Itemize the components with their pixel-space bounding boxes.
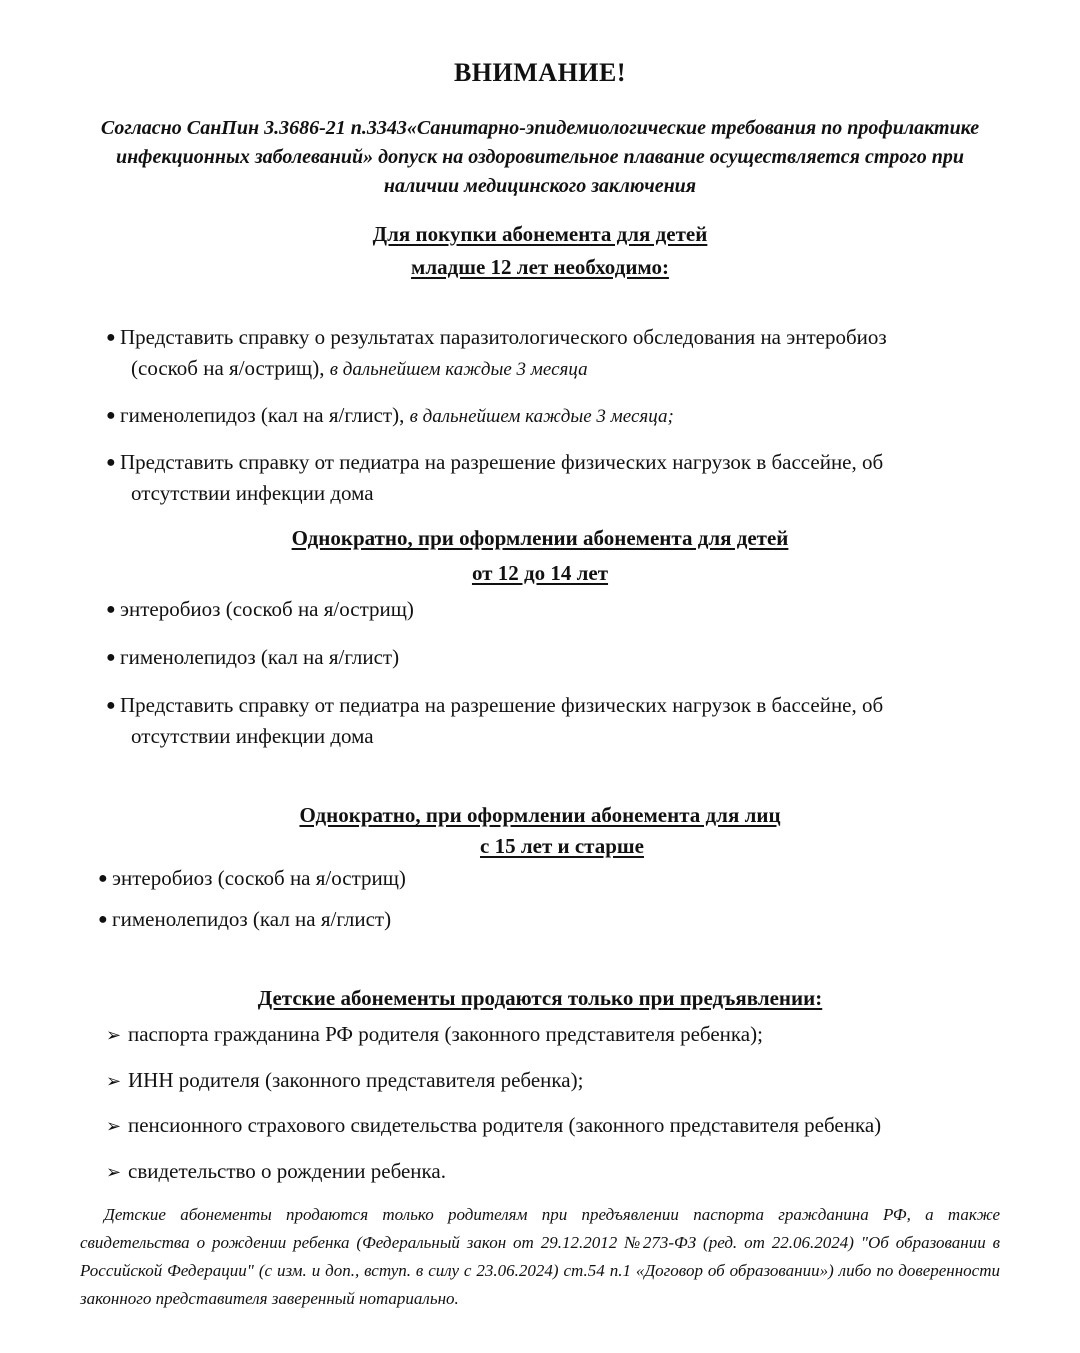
bullet-icon: ● [106,329,116,346]
list-item-text: энтеробиоз (соскоб на я/острищ) [112,866,406,890]
list-item-text: свидетельство о рождении ребенка. [128,1159,447,1183]
list-item [98,904,391,935]
bullet-icon: ● [106,697,116,714]
section4-heading: Детские абонементы продаются только при предъявлении: [257,986,823,1010]
list-item [106,1156,446,1187]
list-item [106,322,887,385]
section1-heading-line2: младше 12 лет необходимо: [411,255,669,279]
list-item [106,690,883,751]
list-item-text-cont: (соскоб на я/острищ), [131,356,325,380]
section2-heading-line2: от 12 до 14 лет [471,561,609,585]
section3-heading-line1: Однократно, при оформлении абонемента для лиц [299,803,781,827]
bullet-icon: ● [106,454,116,471]
page-title: ВНИМАНИЕ! [453,58,627,87]
list-item-text: гименолепидоз (кал на я/глист), [120,403,405,427]
list-item-text: Представить справку о результатах паразитологического обследования на энтеробиоз [120,325,887,349]
list-item-text: пенсионного страхового свидетельства родителя (законного представителя ребенка) [128,1113,882,1137]
list-item-note: в дальнейшем каждые 3 месяца; [409,406,674,427]
arrow-bullet-icon: ➢ [106,1162,122,1182]
list-item [98,863,406,894]
arrow-bullet-icon: ➢ [106,1071,122,1091]
section1-heading-line1: Для покупки абонемента для детей [372,222,708,246]
bullet-icon: ● [106,649,116,666]
list-item-note: в дальнейшем каждые 3 месяца [329,359,588,380]
arrow-bullet-icon: ➢ [106,1116,122,1136]
list-item [106,400,674,432]
bullet-icon: ● [106,601,116,618]
bullet-icon: ● [98,870,108,887]
list-item-text: Представить справку от педиатра на разрешение физических нагрузок в бассейне, об [120,693,884,717]
arrow-bullet-icon: ➢ [106,1025,122,1045]
list-item-text: гименолепидоз (кал на я/глист) [112,907,392,931]
list-item [106,447,883,508]
list-item-text: энтеробиоз (соскоб на я/острищ) [120,597,414,621]
list-item-text-cont: отсутствии инфекции дома [131,724,374,748]
list-item-text: ИНН родителя (законного представителя ребенка); [128,1068,584,1092]
list-item [106,1110,881,1141]
section2-heading-line1: Однократно, при оформлении абонемента для детей [291,526,789,550]
list-item [106,594,414,625]
section3-heading-line2: с 15 лет и старше [480,834,644,858]
list-item-text: гименолепидоз (кал на я/глист) [120,645,400,669]
list-item-text: паспорта гражданина РФ родителя (законного представителя ребенка); [128,1022,763,1046]
footer-note: Детские абонементы продаются только родителям при предъявлении паспорта гражданина РФ, а также свидетельства о рождении ребенка (Федеральный закон от 29.12.2012 №273-ФЗ (ред. от 22.06.2024) "Об образовании в Российской Федерации" (с изм. и доп., вступ. в силу с 23.06.2024) ст.54 п.1 «Договор об образовании») либо по доверенности законного представителя заверенный нотариально. [80,1205,1000,1308]
bullet-icon: ● [98,911,108,928]
intro-paragraph: Согласно СанПин 3.3686-21 п.3343«Санитарно-эпидемиологические требования по профилактике инфекционных заболеваний» допуск на оздоровительное плавание осуществляется строго при наличии медицинского заключения [100,117,980,197]
bullet-icon: ● [106,407,116,424]
list-item-text: Представить справку от педиатра на разрешение физических нагрузок в бассейне, об [120,450,884,474]
list-item [106,1065,583,1096]
list-item-text-cont: отсутствии инфекции дома [131,481,374,505]
list-item [106,642,399,673]
list-item [106,1019,763,1050]
